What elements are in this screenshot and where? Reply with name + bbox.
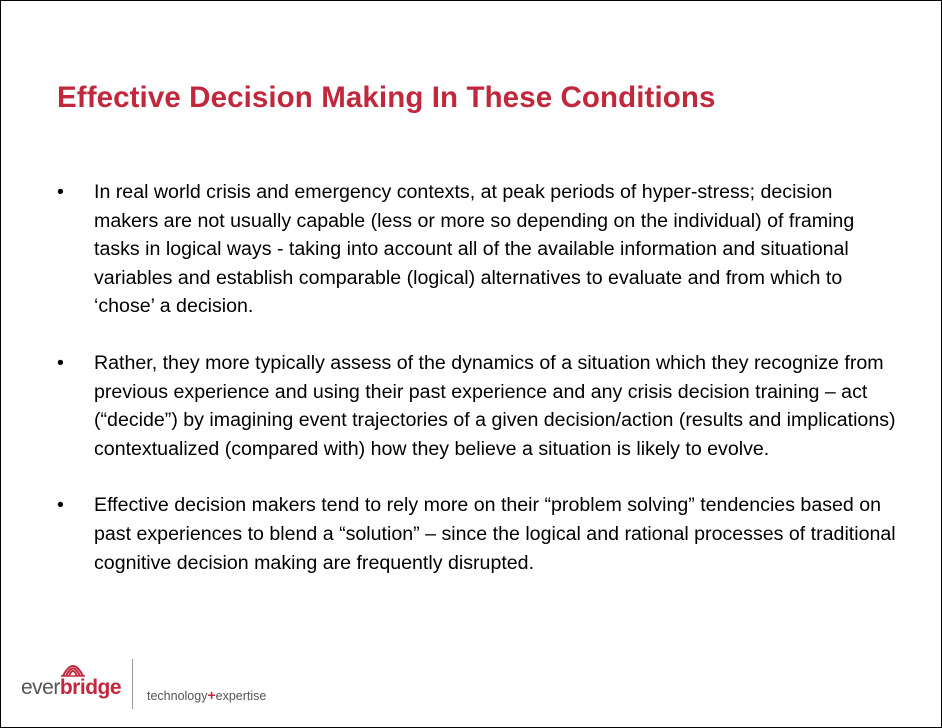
everbridge-logo-mark-icon: [59, 658, 87, 678]
bullet-marker: •: [57, 181, 64, 203]
logo-text-bridge: bridge: [59, 676, 122, 699]
tagline-technology: technology: [147, 689, 208, 703]
logo-text-ever: ever: [21, 676, 60, 699]
bullet-item: [57, 349, 897, 463]
footer-divider: [132, 659, 133, 709]
logo-wordmark: [21, 676, 121, 700]
bullet-marker: •: [57, 494, 64, 517]
bullet-text: Rather, they more typically assess of the dynamics of a situation which they recognize from previous experience and using their past experience and any crisis decision training – act (“decide”) by imagining event trajectories of a given decision/action (results and implications) contextualized (compared with) how they believe a situation is likely to evolve.: [94, 351, 896, 460]
bullet-text: Effective decision makers tend to rely more on their “problem solving” tendencies based on past experiences to blend a “solution” – since the logical and rational processes of traditional cognitive decision making are frequently disrupted.: [94, 494, 896, 574]
tagline-expertise: expertise: [215, 689, 267, 703]
footer-branding: [21, 656, 341, 712]
bullet-marker: •: [57, 351, 64, 374]
bullet-text: In real world crisis and emergency contexts, at peak periods of hyper-stress; decision makers are not usually capable (less or more so depending on the individual) of framing tasks in logical ways - taking into account all of the available information and situational variables and establish comparable (logical) alternatives to evaluate and from which to ‘chose’ a decision.: [94, 181, 855, 318]
bullet-list: [57, 178, 897, 605]
bullet-item: [57, 491, 897, 577]
tagline-plus: +: [207, 687, 216, 703]
slide-title: Effective Decision Making In These Conditions: [57, 81, 716, 114]
tagline: [147, 687, 266, 703]
bullet-item: [57, 178, 897, 321]
